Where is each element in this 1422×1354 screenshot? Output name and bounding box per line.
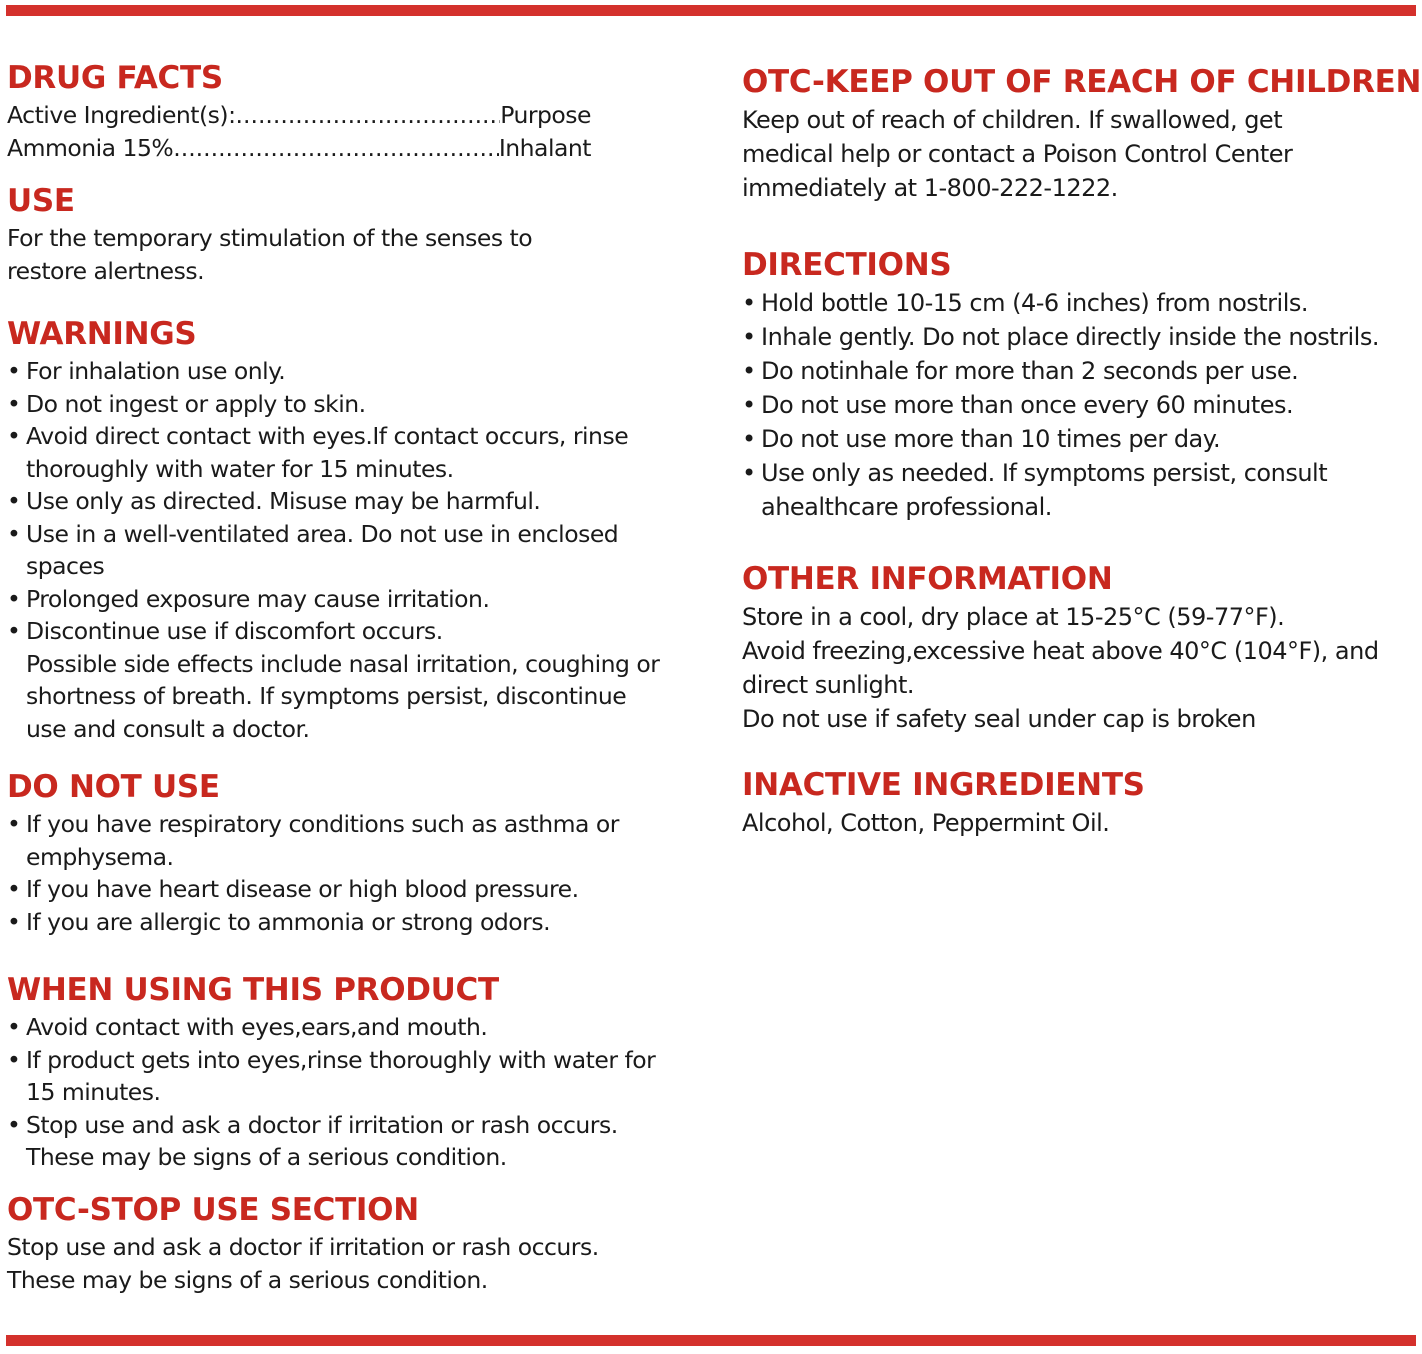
list-item: • Use only as needed. If symptoms persist, consult ahealthcare professional. [742,456,1361,524]
list-item: • Use only as directed. Misuse may be harmful. [7,485,657,518]
directions-heading: DIRECTIONS [742,247,952,283]
drug-facts-section [7,58,667,164]
warnings-heading: WARNINGS [7,316,197,352]
use-section [7,181,667,287]
warnings-continuation: Possible side effects include nasal irritation, coughing or shortness of breath. If symptoms persist, discontinue use and consult a doctor. [26,649,660,743]
other-info-section [742,559,1418,736]
keep-out-section [742,62,1422,205]
ingredient-value: Purpose [500,101,591,129]
list-item: • Hold bottle 10-15 cm (4-6 inches) from nostrils. [742,286,1418,320]
other-info-line: Store in a cool, dry place at 15-25°C (59-77°F). [742,603,1285,631]
use-heading: USE [7,183,75,219]
leader-dots [236,99,501,132]
list-item: • Do not ingest or apply to skin. [7,388,657,421]
warnings-section [7,314,667,745]
keep-out-heading: OTC-KEEP OUT OF REACH OF CHILDREN [742,64,1422,100]
stop-use-heading: OTC-STOP USE SECTION [7,1192,419,1228]
list-item: • Prolonged exposure may cause irritation. [7,583,657,616]
stop-use-section [7,1190,667,1296]
other-info-heading: OTHER INFORMATION [742,561,1113,597]
list-item: • Do notinhale for more than 2 seconds per use. [742,354,1418,388]
inactive-section [742,765,1418,840]
do-not-use-section [7,767,667,938]
list-item: • Avoid direct contact with eyes.If contact occurs, rinse thoroughly with water for 15 minutes. [7,420,657,485]
bottom-divider [6,1335,1416,1346]
ingredient-row [7,132,591,165]
directions-list [742,286,1418,524]
list-item: • If you have respiratory conditions such as asthma or emphysema. [7,808,657,873]
list-item: • Avoid contact with eyes,ears,and mouth. [7,1011,657,1044]
ingredient-label: Ammonia 15% [7,133,174,162]
list-item: • If you are allergic to ammonia or strong odors. [7,906,657,939]
do-not-use-heading: DO NOT USE [7,769,220,805]
inactive-heading: INACTIVE INGREDIENTS [742,767,1145,803]
other-info-line: Avoid freezing,excessive heat above 40°C (104°F), and direct sunlight. [742,637,1379,699]
inactive-text: Alcohol, Cotton, Peppermint Oil. [742,809,1110,837]
keep-out-text: Keep out of reach of children. If swallowed, get medical help or contact a Poison Control Center immediately at 1-800-222-1222. [742,106,1293,202]
list-item: • Use in a well-ventilated area. Do not use in enclosed spaces [7,518,657,583]
list-item: • Do not use more than 10 times per day. [742,422,1418,456]
do-not-use-list [7,808,657,938]
list-item: • If you have heart disease or high blood pressure. [7,873,657,906]
list-item: • Do not use more than once every 60 minutes. [742,388,1418,422]
when-using-heading: WHEN USING THIS PRODUCT [7,972,499,1008]
list-item: • For inhalation use only. [7,355,657,388]
ingredient-label: Active Ingredient(s): [7,101,236,129]
ingredient-row-header [7,99,591,132]
warnings-list [7,355,657,648]
use-text: For the temporary stimulation of the senses to restore alertness. [7,224,533,285]
list-item: • If product gets into eyes,rinse thoroughly with water for 15 minutes. [7,1044,657,1109]
ingredient-value: Inhalant [498,133,591,162]
other-info-line: Do not use if safety seal under cap is broken [742,705,1256,733]
directions-section [742,245,1418,524]
stop-use-text: Stop use and ask a doctor if irritation or rash occurs. These may be signs of a serious condition. [7,1233,599,1294]
leader-dots [173,132,499,165]
top-divider [6,5,1416,16]
drug-facts-heading: DRUG FACTS [7,60,223,96]
list-item: • Discontinue use if discomfort occurs. [7,615,657,648]
when-using-list [7,1011,657,1174]
list-item: • Inhale gently. Do not place directly inside the nostrils. [742,320,1418,354]
when-using-section [7,970,667,1174]
list-item: • Stop use and ask a doctor if irritation or rash occurs. These may be signs of a serious condition. [7,1109,657,1174]
